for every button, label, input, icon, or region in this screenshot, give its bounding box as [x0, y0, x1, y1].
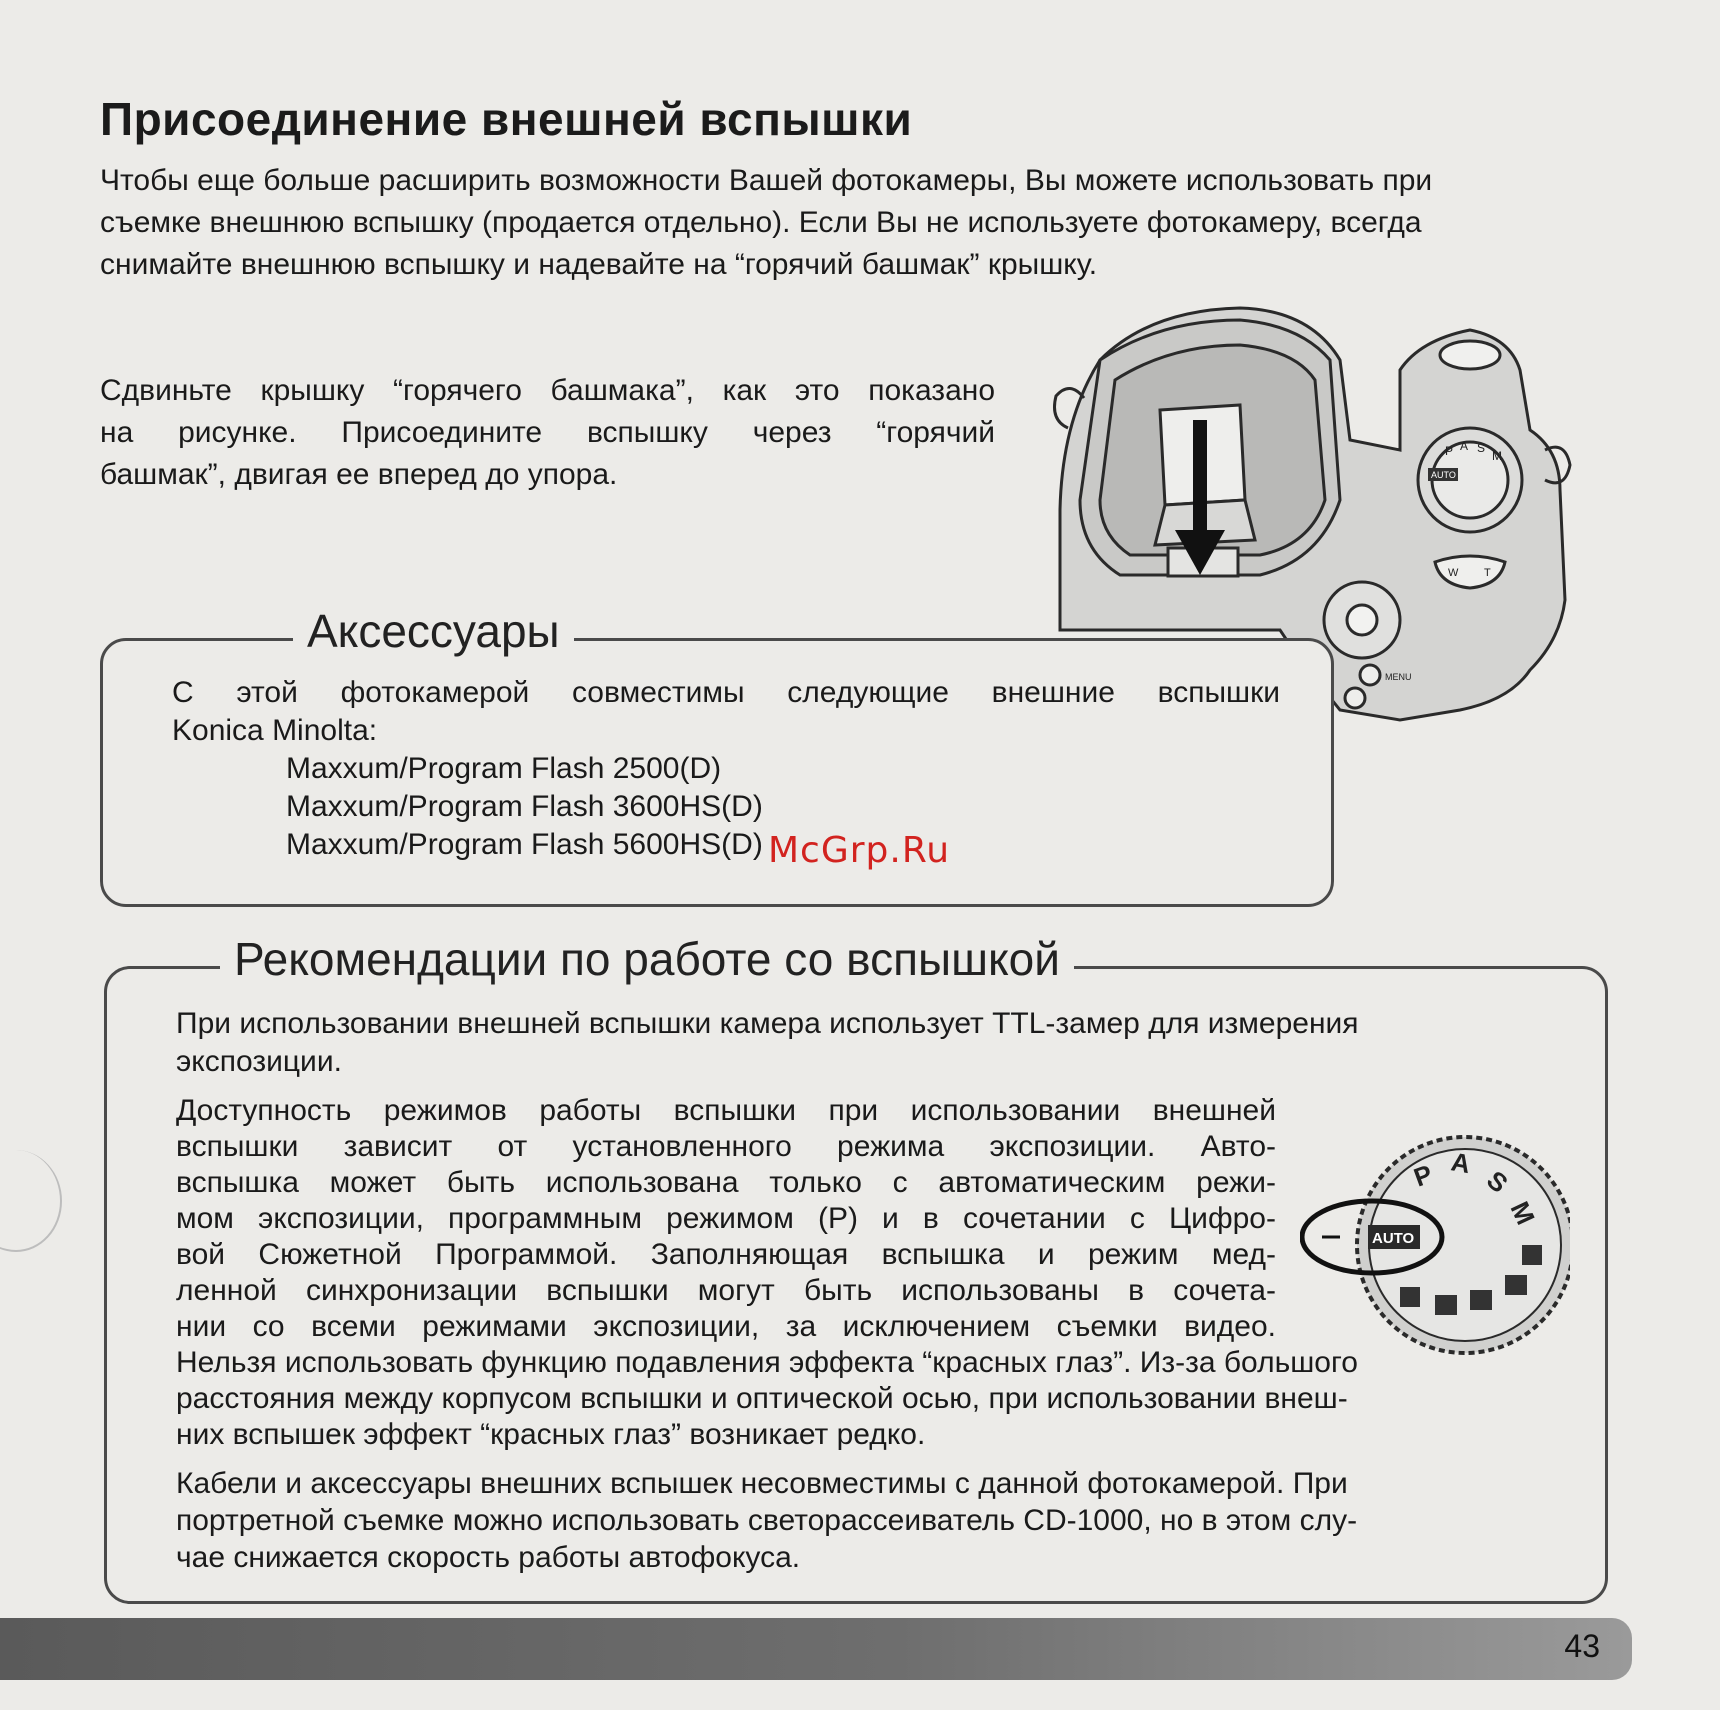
accessories-title: Аксессуары	[293, 604, 574, 658]
camera-zoom-t: T	[1484, 567, 1491, 579]
page-number: 43	[1564, 1628, 1600, 1664]
page-edge-curl	[0, 1150, 62, 1252]
text-line: Нельзя использовать функцию подавления эффекта “красных глаз”. Из-за большого	[176, 1346, 1358, 1379]
text-line: нии со всеми режимами экспозиции, за исключением съемки видео.	[176, 1310, 1276, 1343]
text-line: ленной синхронизации вспышки могут быть использованы в сочета-	[176, 1274, 1276, 1307]
slide-line: на рисунке. Присоедините вспышку через “горячий	[100, 416, 995, 449]
text-line: вспышка может быть использована только с автоматическим режи-	[176, 1166, 1276, 1199]
camera-dial-a: A	[1460, 439, 1469, 453]
dial-auto-label: AUTO	[1372, 1230, 1415, 1247]
dial-letter-s: S	[1481, 1164, 1514, 1199]
flash-model: Maxxum/Program Flash 2500(D)	[286, 752, 722, 785]
text-line: мом экспозиции, программным режимом (P) и в сочетании с Цифро-	[176, 1202, 1276, 1235]
camera-auto-label: AUTO	[1431, 470, 1456, 480]
text-line: Доступность режимов работы вспышки при использовании внешней	[176, 1094, 1276, 1127]
text-line: чае снижается скорость работы автофокуса.	[176, 1541, 801, 1574]
camera-dial-p: P	[1445, 444, 1454, 458]
recommendations-paragraph-2b	[176, 1345, 1536, 1453]
slide-instruction	[100, 370, 995, 496]
slide-line: Сдвиньте крышку “горячего башмака”, как это показано	[100, 374, 995, 407]
intro-paragraph	[100, 160, 1600, 286]
text-line: экспозиции.	[176, 1045, 342, 1078]
text-line: При использовании внешней вспышки камера использует TTL-замер для измерения	[176, 1007, 1359, 1040]
text-line: вой Сюжетной Программой. Заполняющая вспышка и режим мед-	[176, 1238, 1276, 1271]
text-line: Кабели и аксессуары внешних вспышек несовместимы с данной фотокамерой. При	[176, 1467, 1348, 1500]
flash-model: Maxxum/Program Flash 5600HS(D)	[286, 828, 763, 861]
dial-letter-a: A	[1448, 1146, 1473, 1180]
recommendations-title: Рекомендации по работе со вспышкой	[220, 932, 1074, 986]
dial-letter-m: M	[1504, 1196, 1541, 1230]
mode-dial-illustration	[1300, 1125, 1570, 1355]
dial-letter-p: P	[1409, 1158, 1437, 1193]
intro-line: снимайте внешнюю вспышку и надевайте на “горячий башмак” крышку.	[100, 248, 1098, 281]
camera-dial-s: S	[1477, 441, 1486, 455]
text-line: расстояния между корпусом вспышки и оптической осью, при использовании внеш-	[176, 1382, 1348, 1415]
text-line: вспышки зависит от установленного режима экспозиции. Авто-	[176, 1130, 1276, 1163]
flash-model: Maxxum/Program Flash 3600HS(D)	[286, 790, 763, 823]
page-heading: Присоединение внешней вспышки	[100, 93, 913, 145]
recommendations-paragraph-1	[176, 1005, 1536, 1081]
footer-bar	[0, 1618, 1632, 1680]
accessories-line: Konica Minolta:	[172, 714, 378, 747]
intro-line: Чтобы еще больше расширить возможности Вашей фотокамеры, Вы можете использовать при	[100, 164, 1433, 197]
recommendations-paragraph-2	[176, 1093, 1276, 1345]
camera-zoom-w: W	[1448, 567, 1459, 579]
text-line: них вспышек эффект “красных глаз” возникает редко.	[176, 1418, 926, 1451]
camera-dial-m: M	[1492, 449, 1502, 463]
accessories-content	[172, 674, 1280, 864]
accessories-line: С этой фотокамерой совместимы следующие внешние вспышки	[172, 676, 1280, 709]
recommendations-paragraph-3	[176, 1465, 1536, 1576]
intro-line: съемке внешнюю вспышку (продается отдельно). Если Вы не используете фотокамеру, всегда	[100, 206, 1422, 239]
slide-line: башмак”, двигая ее вперед до упора.	[100, 458, 618, 491]
text-line: портретной съемке можно использовать светорассеиватель CD-1000, но в этом слу-	[176, 1504, 1358, 1537]
watermark: McGrp.Ru	[768, 830, 951, 871]
camera-menu-label: MENU	[1385, 672, 1412, 682]
